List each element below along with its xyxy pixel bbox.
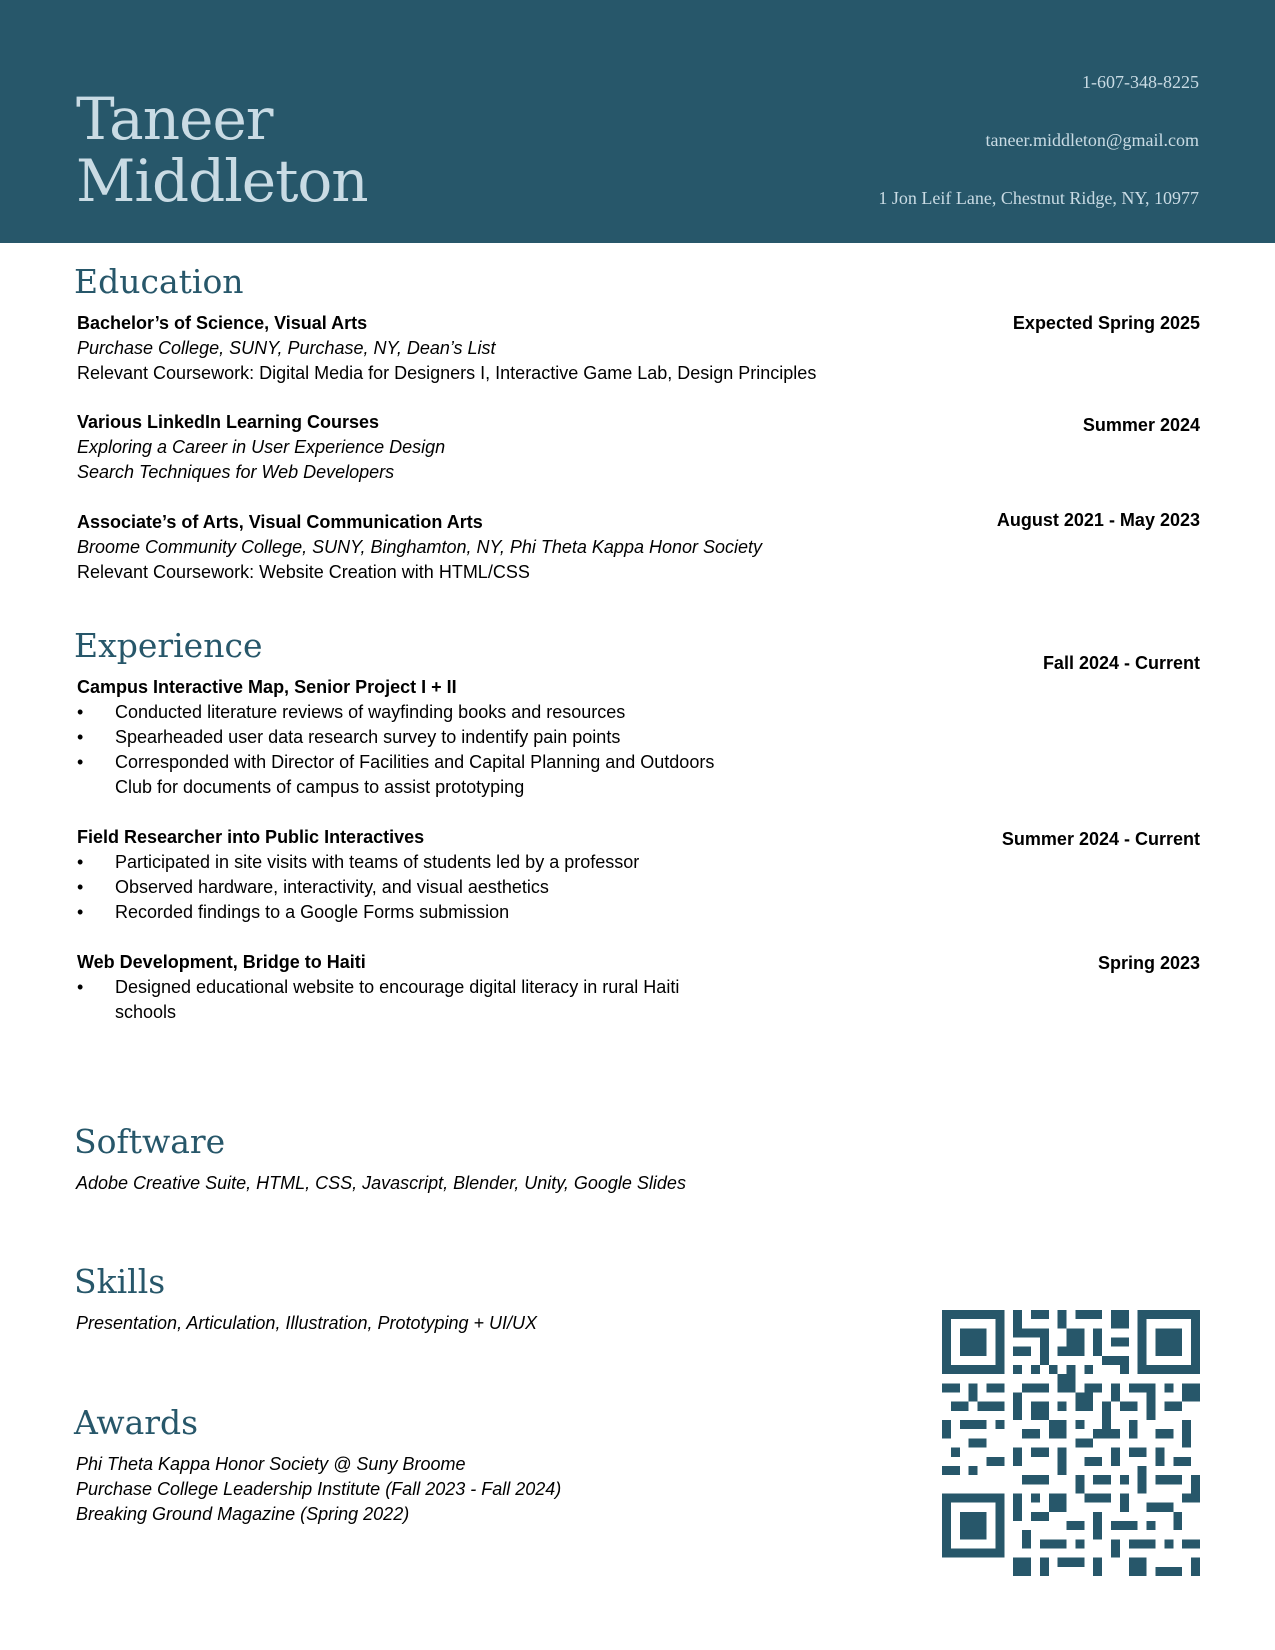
award-item-1: Phi Theta Kappa Honor Society @ Suny Broome (76, 1454, 466, 1474)
bullet-marker: • (77, 852, 84, 872)
experience-entry-2-heading: Field Researcher into Public Interactives (77, 827, 425, 847)
bullet-marker: • (77, 702, 84, 722)
experience-title: Experience (74, 626, 263, 665)
experience-entry-1-bullet-2: Spearheaded user data research survey to indentify pain points (115, 727, 621, 747)
education-entry-2-heading: Various LinkedIn Learning Courses (77, 412, 380, 432)
education-entry-1-line-2: Relevant Coursework: Digital Media for Designers I, Interactive Game Lab, Design Principles (77, 363, 817, 383)
education-entry-2-line-2: Search Techniques for Web Developers (77, 462, 395, 482)
award-item-2: Purchase College Leadership Institute (Fall 2023 - Fall 2024) (76, 1479, 562, 1499)
experience-entry-3-bullet-1-cont: schools (115, 1002, 177, 1022)
experience-entry-2-date: Summer 2024 - Current (1001, 829, 1200, 849)
education-title: Education (74, 262, 244, 301)
education-entry-3-heading: Associate’s of Arts, Visual Communication Arts (77, 512, 483, 532)
bullet-marker: • (77, 902, 84, 922)
education-entry-2-date: Summer 2024 (1082, 415, 1200, 435)
education-entry-1-heading: Bachelor’s of Science, Visual Arts (77, 313, 368, 333)
experience-entry-1-bullet-1: Conducted literature reviews of wayfinding books and resources (115, 702, 626, 722)
experience-entry-2-bullet-1: Participated in site visits with teams of students led by a professor (115, 852, 640, 872)
education-entry-1-date: Expected Spring 2025 (1012, 313, 1200, 333)
bullet-marker: • (77, 752, 84, 772)
experience-entry-3-heading: Web Development, Bridge to Haiti (77, 952, 366, 972)
software-title: Software (74, 1122, 226, 1161)
name-first: Taneer (76, 85, 273, 153)
education-entry-3-date: August 2021 - May 2023 (996, 510, 1200, 530)
education-entry-1-line-1: Purchase College, SUNY, Purchase, NY, Dean’s List (77, 338, 496, 358)
experience-entry-2-bullet-2: Observed hardware, interactivity, and visual aesthetics (115, 877, 549, 897)
experience-entry-1-heading: Campus Interactive Map, Senior Project I + II (77, 677, 457, 697)
skills-title: Skills (74, 1262, 166, 1301)
address-text: 1 Jon Leif Lane, Chestnut Ridge, NY, 10977 (878, 188, 1199, 208)
phone-text: 1-607-348-8225 (1082, 72, 1199, 92)
experience-entry-2-bullet-3: Recorded findings to a Google Forms submission (115, 902, 510, 922)
experience-entry-3-date: Spring 2023 (1097, 953, 1200, 973)
experience-entry-1-date: Fall 2024 - Current (1042, 653, 1200, 673)
qr-code-icon[interactable] (942, 1310, 1200, 1576)
awards-title: Awards (74, 1403, 199, 1442)
bullet-marker: • (77, 727, 84, 747)
award-item-3: Breaking Ground Magazine (Spring 2022) (76, 1504, 410, 1524)
education-entry-3-line-2: Relevant Coursework: Website Creation with HTML/CSS (77, 562, 530, 582)
experience-entry-3-bullet-1: Designed educational website to encourage digital literacy in rural Haiti (115, 977, 680, 997)
name-heading (76, 85, 368, 215)
bullet-marker: • (77, 877, 84, 897)
header-banner (0, 0, 1275, 243)
experience-entry-1-bullet-3: Corresponded with Director of Facilities and Capital Planning and Outdoors (115, 752, 715, 772)
skills-list: Presentation, Articulation, Illustration, Prototyping + UI/UX (76, 1313, 538, 1333)
education-entry-2-line-1: Exploring a Career in User Experience Design (77, 437, 446, 457)
experience-entry-1-bullet-3-cont: Club for documents of campus to assist prototyping (115, 777, 525, 797)
bullet-marker: • (77, 977, 84, 997)
software-list: Adobe Creative Suite, HTML, CSS, Javascript, Blender, Unity, Google Slides (76, 1173, 686, 1193)
email-text: taneer.middleton@gmail.com (985, 130, 1199, 150)
name-last: Middleton (76, 147, 368, 215)
education-entry-3-line-1: Broome Community College, SUNY, Binghamton, NY, Phi Theta Kappa Honor Society (77, 537, 763, 557)
